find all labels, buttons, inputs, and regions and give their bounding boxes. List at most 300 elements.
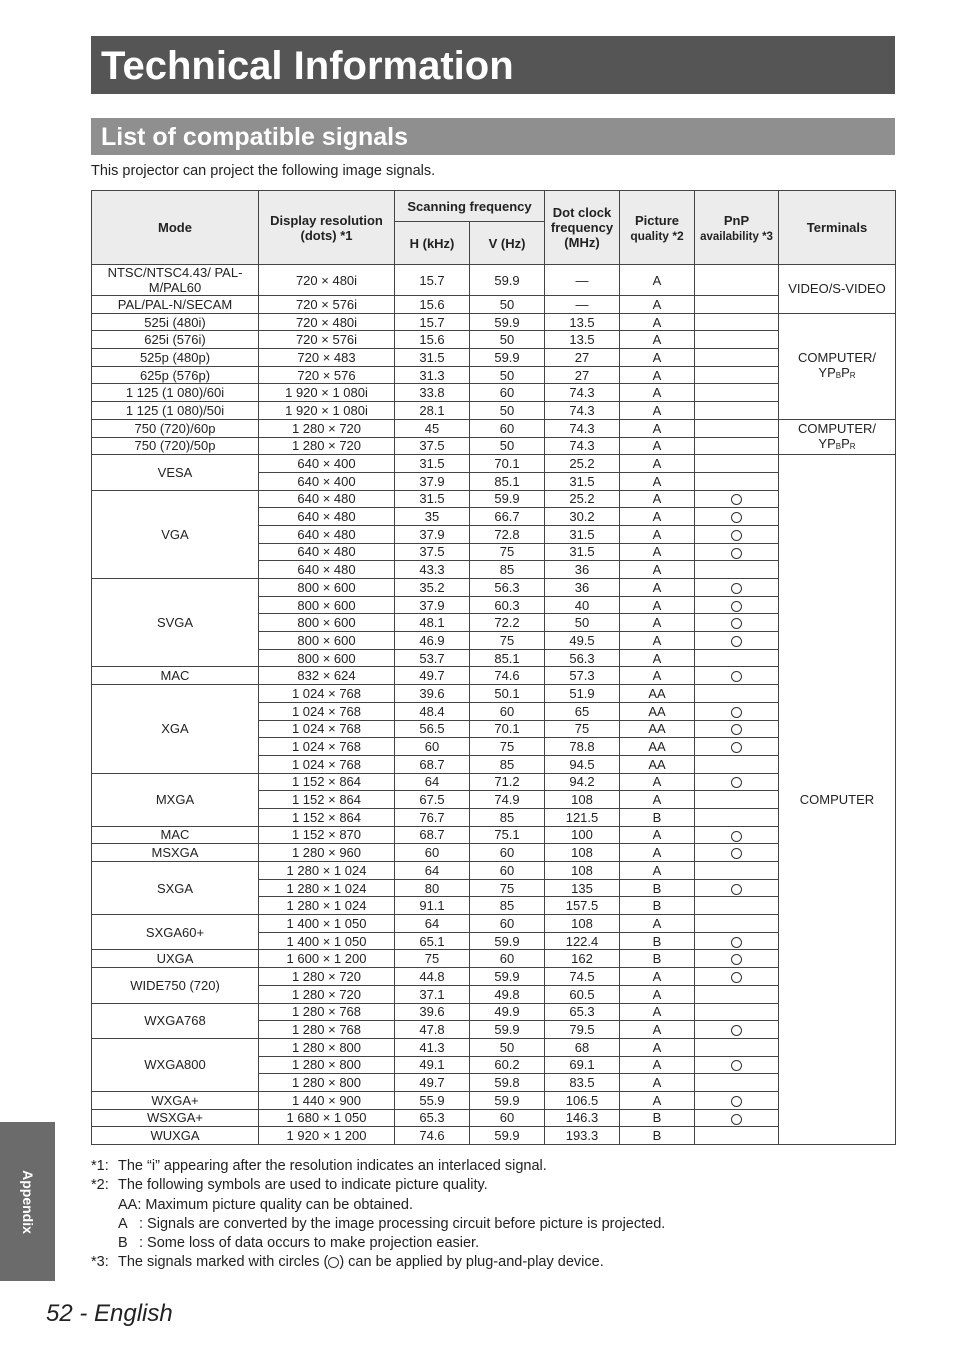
h-freq-cell: 68.7 (395, 826, 470, 844)
v-freq-cell: 85 (470, 897, 545, 915)
quality-cell: A (620, 561, 695, 579)
mode-cell: SXGA (92, 862, 259, 915)
terminals-cell (779, 419, 896, 454)
dotclock-cell: 25.2 (545, 490, 620, 508)
mode-cell: NTSC/NTSC4.43/ PAL-M/PAL60 (92, 265, 259, 296)
table-row (92, 773, 896, 791)
dotclock-cell: 27 (545, 366, 620, 384)
h-freq-cell: 65.1 (395, 932, 470, 950)
circle-icon (731, 671, 742, 682)
circle-icon (731, 512, 742, 523)
v-freq-cell: 50 (470, 331, 545, 349)
h-freq-cell: 49.1 (395, 1056, 470, 1074)
header-v: V (Hz) (470, 222, 545, 265)
v-freq-cell: 60 (470, 384, 545, 402)
dotclock-cell: 108 (545, 915, 620, 933)
quality-cell: A (620, 632, 695, 650)
table-row (92, 844, 896, 862)
pnp-cell (695, 579, 779, 597)
quality-cell: A (620, 508, 695, 526)
pnp-cell (695, 808, 779, 826)
dotclock-cell: 83.5 (545, 1074, 620, 1092)
quality-cell: A (620, 384, 695, 402)
resolution-cell: 1 152 × 864 (259, 773, 395, 791)
v-freq-cell: 70.1 (470, 720, 545, 738)
quality-cell: A (620, 667, 695, 685)
v-freq-cell: 59.9 (470, 1021, 545, 1039)
appendix-side-tab (0, 1122, 55, 1281)
mode-cell: 625i (576i) (92, 331, 259, 349)
dotclock-cell: 146.3 (545, 1109, 620, 1127)
header-quality (620, 191, 695, 265)
dotclock-cell: 157.5 (545, 897, 620, 915)
v-freq-cell: 59.9 (470, 349, 545, 367)
note-2-b (91, 1234, 665, 1253)
h-freq-cell: 37.5 (395, 543, 470, 561)
header-pnp-2: availability *3 (700, 230, 773, 243)
h-freq-cell: 44.8 (395, 968, 470, 986)
h-freq-cell: 49.7 (395, 1074, 470, 1092)
section-title: List of compatible signals (101, 123, 408, 151)
h-freq-cell: 28.1 (395, 402, 470, 420)
table-row (92, 915, 896, 933)
v-freq-cell: 60.2 (470, 1056, 545, 1074)
note-2-text: The following symbols are used to indicate picture quality. (118, 1177, 488, 1194)
circle-icon (731, 831, 742, 842)
resolution-cell: 1 024 × 768 (259, 755, 395, 773)
pnp-cell (695, 1091, 779, 1109)
v-freq-cell: 75.1 (470, 826, 545, 844)
v-freq-cell: 59.9 (470, 1091, 545, 1109)
quality-cell: A (620, 1074, 695, 1092)
h-freq-cell: 31.5 (395, 349, 470, 367)
dotclock-cell: 40 (545, 596, 620, 614)
v-freq-cell: 60 (470, 950, 545, 968)
v-freq-cell: 50 (470, 296, 545, 314)
dotclock-cell: — (545, 296, 620, 314)
terminals-cell (779, 265, 896, 314)
v-freq-cell: 50 (470, 437, 545, 455)
table-row (92, 579, 896, 597)
quality-cell: A (620, 968, 695, 986)
h-freq-cell: 56.5 (395, 720, 470, 738)
v-freq-cell: 74.9 (470, 791, 545, 809)
dotclock-cell: 25.2 (545, 455, 620, 473)
table-row (92, 862, 896, 880)
quality-cell: AA (620, 755, 695, 773)
table-row (92, 366, 896, 384)
quality-cell: A (620, 915, 695, 933)
circle-icon (731, 530, 742, 541)
dotclock-cell: 121.5 (545, 808, 620, 826)
pnp-cell (695, 543, 779, 561)
page-title: Technical Information (101, 44, 514, 88)
h-freq-cell: 60 (395, 844, 470, 862)
pnp-cell (695, 384, 779, 402)
mode-cell: WXGA+ (92, 1091, 259, 1109)
circle-icon (731, 618, 742, 629)
terminals-label: $YP_BP_R$ (818, 435, 856, 451)
circle-icon (731, 724, 742, 735)
mode-cell: UXGA (92, 950, 259, 968)
h-freq-cell: 37.9 (395, 472, 470, 490)
resolution-cell: 800 × 600 (259, 632, 395, 650)
resolution-cell: 1 280 × 800 (259, 1074, 395, 1092)
header-h: H (kHz) (395, 222, 470, 265)
circle-icon (731, 1114, 742, 1125)
quality-cell: A (620, 437, 695, 455)
pnp-cell (695, 791, 779, 809)
pnp-cell (695, 472, 779, 490)
resolution-cell: 1 440 × 900 (259, 1091, 395, 1109)
mode-cell: 525p (480p) (92, 349, 259, 367)
circle-icon (731, 937, 742, 948)
table-row (92, 349, 896, 367)
header-pnp-1: PnP (723, 212, 750, 228)
table-row (92, 685, 896, 703)
v-freq-cell: 56.3 (470, 579, 545, 597)
mode-cell: WXGA768 (92, 1003, 259, 1038)
pnp-cell (695, 755, 779, 773)
dotclock-cell: 75 (545, 720, 620, 738)
h-freq-cell: 15.6 (395, 331, 470, 349)
pnp-cell (695, 1056, 779, 1074)
circle-icon (731, 954, 742, 965)
quality-cell: A (620, 419, 695, 437)
v-freq-cell: 59.8 (470, 1074, 545, 1092)
v-freq-cell: 50 (470, 402, 545, 420)
h-freq-cell: 64 (395, 915, 470, 933)
quality-cell: A (620, 472, 695, 490)
resolution-cell: 640 × 480 (259, 508, 395, 526)
pnp-cell (695, 932, 779, 950)
table-row (92, 265, 896, 296)
dotclock-cell: 78.8 (545, 738, 620, 756)
dotclock-cell: 13.5 (545, 313, 620, 331)
dotclock-cell: 65.3 (545, 1003, 620, 1021)
v-freq-cell: 71.2 (470, 773, 545, 791)
quality-cell: AA (620, 720, 695, 738)
table-row (92, 419, 896, 437)
table-row (92, 1091, 896, 1109)
dotclock-cell: 57.3 (545, 667, 620, 685)
table-row (92, 331, 896, 349)
table-row (92, 968, 896, 986)
quality-cell: A (620, 844, 695, 862)
quality-cell: B (620, 879, 695, 897)
h-freq-cell: 53.7 (395, 649, 470, 667)
mode-cell: 1 125 (1 080)/60i (92, 384, 259, 402)
resolution-cell: 1 280 × 1 024 (259, 897, 395, 915)
pnp-cell (695, 826, 779, 844)
dotclock-cell: 94.5 (545, 755, 620, 773)
header-quality-1: Picture (634, 212, 680, 228)
note-2-a-key: A (118, 1215, 128, 1232)
table-row (92, 1038, 896, 1056)
pnp-cell (695, 455, 779, 473)
dotclock-cell: 31.5 (545, 525, 620, 543)
resolution-cell: 1 152 × 864 (259, 808, 395, 826)
v-freq-cell: 85 (470, 808, 545, 826)
h-freq-cell: 48.4 (395, 702, 470, 720)
pnp-cell (695, 561, 779, 579)
quality-cell: B (620, 950, 695, 968)
dotclock-cell: 122.4 (545, 932, 620, 950)
dotclock-cell: 74.3 (545, 419, 620, 437)
table-row (92, 490, 896, 508)
h-freq-cell: 76.7 (395, 808, 470, 826)
pnp-cell (695, 950, 779, 968)
quality-cell: A (620, 862, 695, 880)
note-1-text: The “i” appearing after the resolution indicates an interlaced signal. (118, 1158, 547, 1174)
mode-cell: WSXGA+ (92, 1109, 259, 1127)
quality-cell: A (620, 543, 695, 561)
resolution-cell: 640 × 480 (259, 490, 395, 508)
resolution-cell: 1 920 × 1 200 (259, 1127, 395, 1145)
pnp-cell (695, 915, 779, 933)
h-freq-cell: 55.9 (395, 1091, 470, 1109)
header-terminals: Terminals (779, 191, 896, 265)
table-row (92, 1109, 896, 1127)
dotclock-cell: 56.3 (545, 649, 620, 667)
note-2 (91, 1176, 665, 1195)
header-mode: Mode (92, 191, 259, 265)
footnotes (91, 1157, 665, 1273)
quality-cell: A (620, 525, 695, 543)
pnp-cell (695, 614, 779, 632)
quality-cell: A (620, 1021, 695, 1039)
dotclock-cell: 65 (545, 702, 620, 720)
resolution-cell: 1 680 × 1 050 (259, 1109, 395, 1127)
intro-text: This projector can project the following image signals. (91, 163, 436, 179)
mode-cell: MAC (92, 826, 259, 844)
table-row (92, 1003, 896, 1021)
dotclock-cell: 74.5 (545, 968, 620, 986)
quality-cell: B (620, 897, 695, 915)
quality-cell: A (620, 402, 695, 420)
note-3-key: *3: (91, 1254, 109, 1271)
pnp-cell (695, 349, 779, 367)
note-3-text-pre: The signals marked with circles ( (118, 1254, 329, 1271)
terminals-label: $YP_BP_R$ (818, 364, 856, 380)
dotclock-cell: 50 (545, 614, 620, 632)
table-row (92, 384, 896, 402)
v-freq-cell: 60 (470, 1109, 545, 1127)
dotclock-cell: — (545, 265, 620, 296)
pnp-cell (695, 862, 779, 880)
note-3-text-post: ) can be applied by plug-and-play device. (339, 1254, 604, 1271)
circle-icon (731, 601, 742, 612)
resolution-cell: 1 152 × 870 (259, 826, 395, 844)
v-freq-cell: 50.1 (470, 685, 545, 703)
pnp-cell (695, 1021, 779, 1039)
mode-cell: WIDE750 (720) (92, 968, 259, 1003)
dotclock-cell: 108 (545, 844, 620, 862)
pnp-cell (695, 265, 779, 296)
quality-cell: A (620, 313, 695, 331)
mode-cell: WUXGA (92, 1127, 259, 1145)
resolution-cell: 800 × 600 (259, 596, 395, 614)
quality-cell: AA (620, 685, 695, 703)
pnp-cell (695, 1074, 779, 1092)
note-2-a-text: : Signals are converted by the image processing circuit before picture is projected. (139, 1215, 666, 1232)
signals-table (91, 190, 896, 1145)
dotclock-cell: 49.5 (545, 632, 620, 650)
resolution-cell: 1 280 × 1 024 (259, 879, 395, 897)
h-freq-cell: 39.6 (395, 685, 470, 703)
dotclock-cell: 36 (545, 579, 620, 597)
resolution-cell: 1 024 × 768 (259, 738, 395, 756)
mode-cell: MAC (92, 667, 259, 685)
resolution-cell: 1 920 × 1 080i (259, 402, 395, 420)
signals-table-body (92, 265, 896, 1145)
quality-cell: AA (620, 738, 695, 756)
dotclock-cell: 36 (545, 561, 620, 579)
v-freq-cell: 50 (470, 1038, 545, 1056)
circle-icon (731, 1096, 742, 1107)
terminals-label: COMPUTER/ (798, 420, 876, 436)
quality-cell: A (620, 985, 695, 1003)
dotclock-cell: 94.2 (545, 773, 620, 791)
quality-cell: B (620, 1109, 695, 1127)
resolution-cell: 720 × 480i (259, 313, 395, 331)
pnp-cell (695, 667, 779, 685)
quality-cell: A (620, 455, 695, 473)
quality-cell: A (620, 1003, 695, 1021)
mode-cell: WXGA800 (92, 1038, 259, 1091)
quality-cell: AA (620, 702, 695, 720)
h-freq-cell: 48.1 (395, 614, 470, 632)
quality-cell: A (620, 1038, 695, 1056)
resolution-cell: 1 400 × 1 050 (259, 932, 395, 950)
dotclock-cell: 31.5 (545, 543, 620, 561)
resolution-cell: 1 024 × 768 (259, 702, 395, 720)
pnp-cell (695, 296, 779, 314)
header-dotclock-1: Dot clock (552, 205, 612, 220)
pnp-cell (695, 402, 779, 420)
h-freq-cell: 39.6 (395, 1003, 470, 1021)
dotclock-cell: 108 (545, 791, 620, 809)
h-freq-cell: 31.3 (395, 366, 470, 384)
quality-cell: A (620, 614, 695, 632)
dotclock-cell: 74.3 (545, 402, 620, 420)
section-bar (91, 118, 895, 155)
circle-icon (731, 848, 742, 859)
resolution-cell: 1 280 × 768 (259, 1003, 395, 1021)
mode-cell: MXGA (92, 773, 259, 826)
h-freq-cell: 37.5 (395, 437, 470, 455)
table-row (92, 402, 896, 420)
circle-icon (328, 1257, 339, 1268)
dotclock-cell: 108 (545, 862, 620, 880)
quality-cell: A (620, 773, 695, 791)
header-dotclock-2: frequency (550, 220, 614, 235)
quality-cell: A (620, 1091, 695, 1109)
pnp-cell (695, 490, 779, 508)
v-freq-cell: 72.8 (470, 525, 545, 543)
v-freq-cell: 59.9 (470, 968, 545, 986)
terminals-label: COMPUTER/ (798, 349, 876, 365)
resolution-cell: 800 × 600 (259, 614, 395, 632)
resolution-cell: 720 × 576 (259, 366, 395, 384)
resolution-cell: 720 × 483 (259, 349, 395, 367)
resolution-cell: 1 152 × 864 (259, 791, 395, 809)
circle-icon (731, 494, 742, 505)
quality-cell: A (620, 826, 695, 844)
h-freq-cell: 37.9 (395, 525, 470, 543)
dotclock-cell: 74.3 (545, 384, 620, 402)
h-freq-cell: 33.8 (395, 384, 470, 402)
h-freq-cell: 47.8 (395, 1021, 470, 1039)
h-freq-cell: 80 (395, 879, 470, 897)
note-3 (91, 1253, 665, 1272)
quality-cell: A (620, 265, 695, 296)
table-row (92, 1127, 896, 1145)
circle-icon (731, 1025, 742, 1036)
pnp-cell (695, 596, 779, 614)
dotclock-cell: 31.5 (545, 472, 620, 490)
h-freq-cell: 91.1 (395, 897, 470, 915)
table-row (92, 296, 896, 314)
mode-cell: 625p (576p) (92, 366, 259, 384)
resolution-cell: 720 × 576i (259, 296, 395, 314)
resolution-cell: 1 280 × 720 (259, 968, 395, 986)
mode-cell: VGA (92, 490, 259, 578)
resolution-cell: 1 280 × 720 (259, 419, 395, 437)
h-freq-cell: 15.7 (395, 265, 470, 296)
h-freq-cell: 45 (395, 419, 470, 437)
pnp-cell (695, 879, 779, 897)
dotclock-cell: 69.1 (545, 1056, 620, 1074)
terminals-cell (779, 455, 896, 1145)
resolution-cell: 1 024 × 768 (259, 720, 395, 738)
pnp-cell (695, 968, 779, 986)
dotclock-cell: 74.3 (545, 437, 620, 455)
note-2-b-text: : Some loss of data occurs to make projection easier. (139, 1235, 480, 1252)
mode-cell: MSXGA (92, 844, 259, 862)
resolution-cell: 1 024 × 768 (259, 685, 395, 703)
note-2-key: *2: (91, 1177, 109, 1194)
v-freq-cell: 59.9 (470, 490, 545, 508)
resolution-cell: 1 280 × 800 (259, 1056, 395, 1074)
v-freq-cell: 75 (470, 879, 545, 897)
quality-cell: A (620, 349, 695, 367)
header-resolution-unit: (dots) *1 (300, 227, 353, 243)
terminals-cell (779, 313, 896, 419)
v-freq-cell: 60 (470, 915, 545, 933)
terminals-label: COMPUTER (799, 792, 875, 808)
h-freq-cell: 65.3 (395, 1109, 470, 1127)
header-resolution (259, 191, 395, 265)
note-1 (91, 1157, 665, 1176)
h-freq-cell: 75 (395, 950, 470, 968)
h-freq-cell: 64 (395, 862, 470, 880)
h-freq-cell: 64 (395, 773, 470, 791)
h-freq-cell: 15.7 (395, 313, 470, 331)
table-row (92, 455, 896, 473)
mode-cell: 750 (720)/60p (92, 419, 259, 437)
resolution-cell: 640 × 480 (259, 525, 395, 543)
dotclock-cell: 100 (545, 826, 620, 844)
header-dotclock-3: (MHz) (564, 235, 600, 250)
mode-cell: 750 (720)/50p (92, 437, 259, 455)
dotclock-cell: 68 (545, 1038, 620, 1056)
header-scanning: Scanning frequency (395, 191, 545, 222)
v-freq-cell: 60.3 (470, 596, 545, 614)
resolution-cell: 1 280 × 720 (259, 437, 395, 455)
dotclock-cell: 106.5 (545, 1091, 620, 1109)
note-2-aa: AA: Maximum picture quality can be obtained. (118, 1196, 413, 1213)
